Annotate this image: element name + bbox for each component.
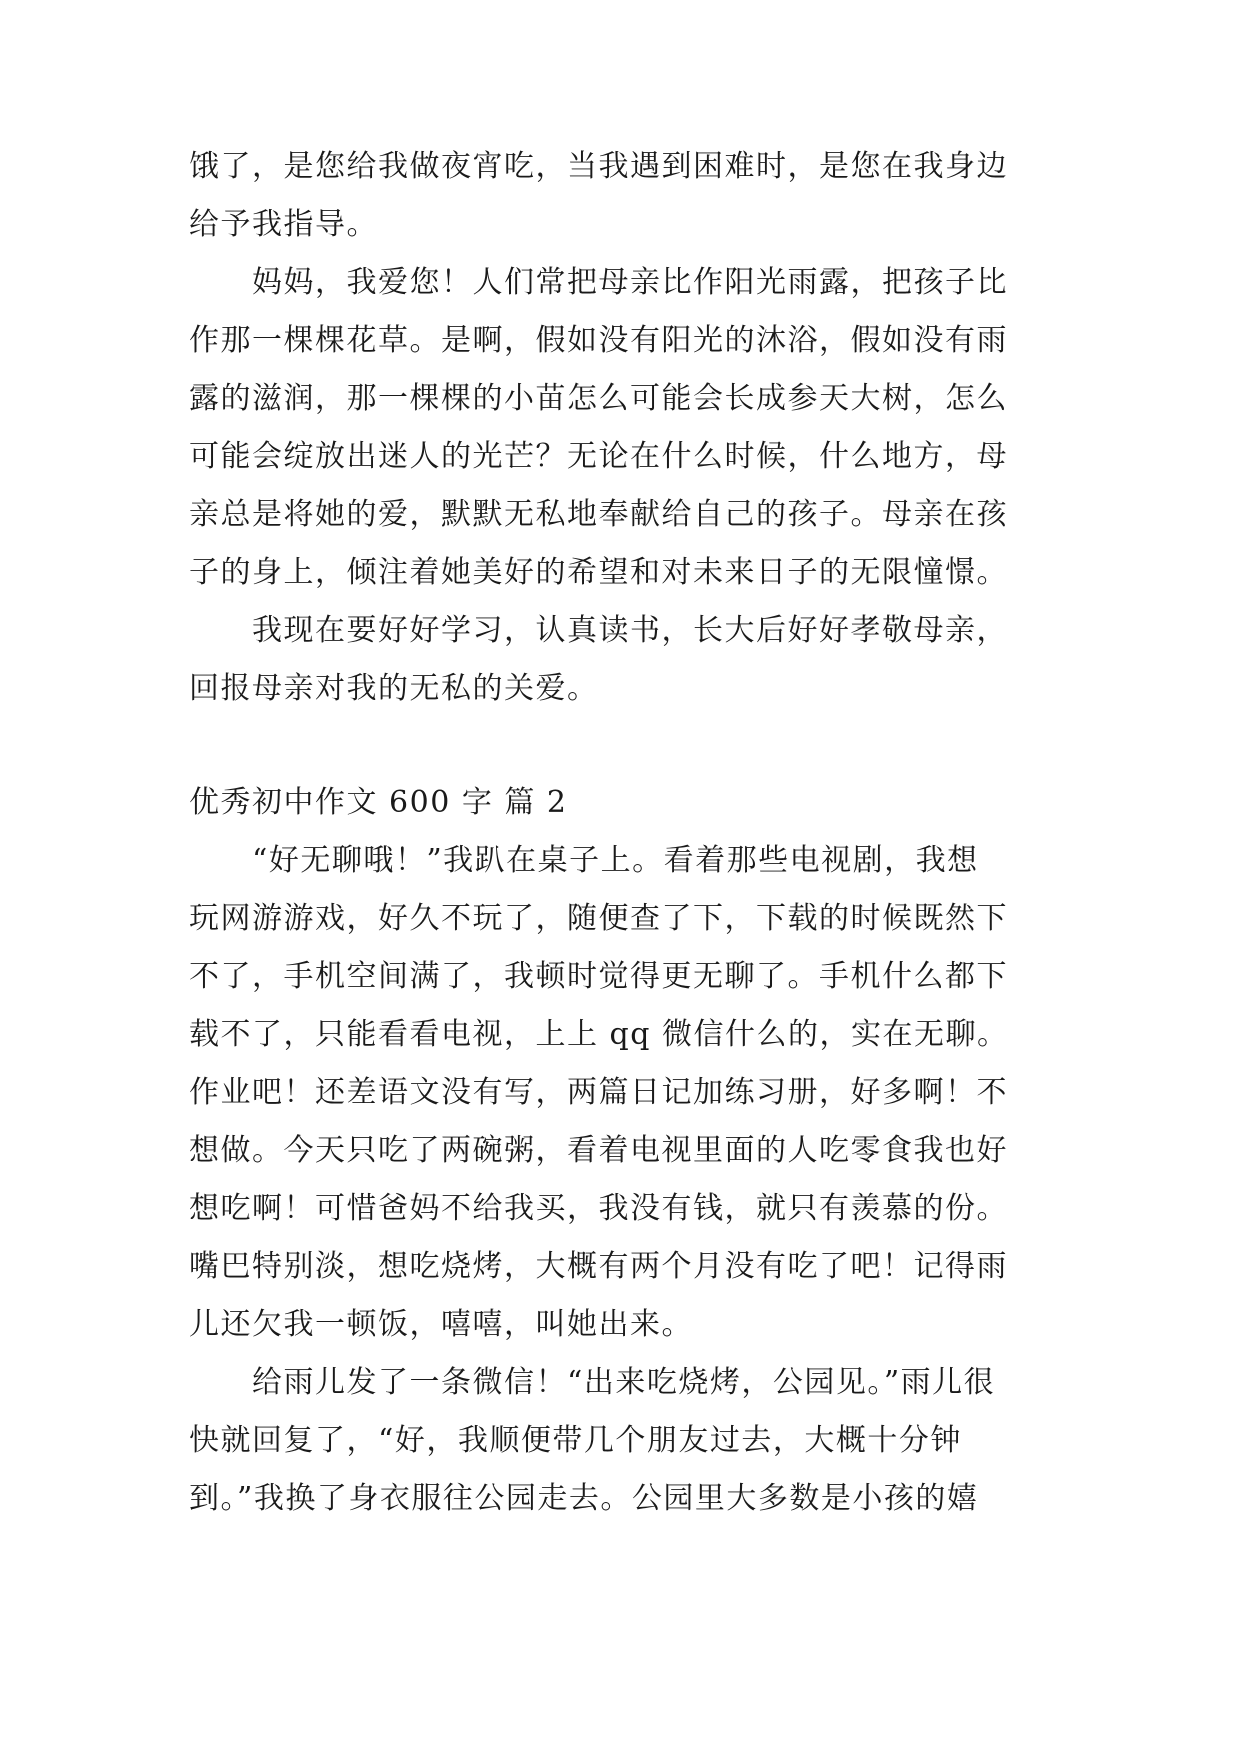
paragraph-line: 到。”我换了身衣服往公园走去。公园里大多数是小孩的嬉 bbox=[189, 1481, 979, 1516]
paragraph-line: 想吃啊！可惜爸妈不给我买，我没有钱，就只有羡慕的份。 bbox=[189, 1191, 1008, 1226]
paragraph-line: 不了，手机空间满了，我顿时觉得更无聊了。手机什么都下 bbox=[189, 959, 1008, 994]
paragraph-line: 快就回复了，“好，我顺便带几个朋友过去，大概十分钟 bbox=[189, 1423, 962, 1458]
paragraph-line: 嘴巴特别淡，想吃烧烤，大概有两个月没有吃了吧！记得雨 bbox=[189, 1249, 1008, 1284]
section-heading: 优秀初中作文 600 字 篇 2 bbox=[189, 785, 568, 820]
paragraph-line: 玩网游游戏，好久不玩了，随便查了下，下载的时候既然下 bbox=[189, 901, 1008, 936]
paragraph-line: 可能会绽放出迷人的光芒？无论在什么时候，什么地方，母 bbox=[189, 439, 1008, 474]
paragraph-line: “好无聊哦！”我趴在桌子上。看着那些电视剧，我想 bbox=[252, 843, 979, 878]
paragraph-line: 作那一棵棵花草。是啊，假如没有阳光的沐浴，假如没有雨 bbox=[189, 323, 1008, 358]
paragraph-line: 子的身上，倾注着她美好的希望和对未来日子的无限憧憬。 bbox=[189, 555, 1008, 590]
paragraph-line: 饿了，是您给我做夜宵吃，当我遇到困难时，是您在我身边 bbox=[189, 149, 1008, 184]
paragraph-line: 我现在要好好学习，认真读书，长大后好好孝敬母亲， bbox=[252, 613, 1008, 648]
paragraph-line: 给雨儿发了一条微信！“出来吃烧烤，公园见。”雨儿很 bbox=[252, 1365, 996, 1400]
paragraph-line: 露的滋润，那一棵棵的小苗怎么可能会长成参天大树，怎么 bbox=[189, 381, 1008, 416]
paragraph-line: 妈妈，我爱您！人们常把母亲比作阳光雨露，把孩子比 bbox=[252, 265, 1008, 300]
paragraph-line: 回报母亲对我的无私的关爱。 bbox=[189, 671, 599, 706]
paragraph-line: 给予我指导。 bbox=[189, 207, 378, 242]
paragraph-line: 亲总是将她的爱，默默无私地奉献给自己的孩子。母亲在孩 bbox=[189, 497, 1008, 532]
paragraph-line: 想做。今天只吃了两碗粥，看着电视里面的人吃零食我也好 bbox=[189, 1133, 1008, 1168]
paragraph-line: 儿还欠我一顿饭，嘻嘻，叫她出来。 bbox=[189, 1307, 693, 1342]
paragraph-line: 载不了，只能看看电视，上上 qq 微信什么的，实在无聊。 bbox=[189, 1017, 1009, 1052]
paragraph-line: 作业吧！还差语文没有写，两篇日记加练习册，好多啊！不 bbox=[189, 1075, 1008, 1110]
